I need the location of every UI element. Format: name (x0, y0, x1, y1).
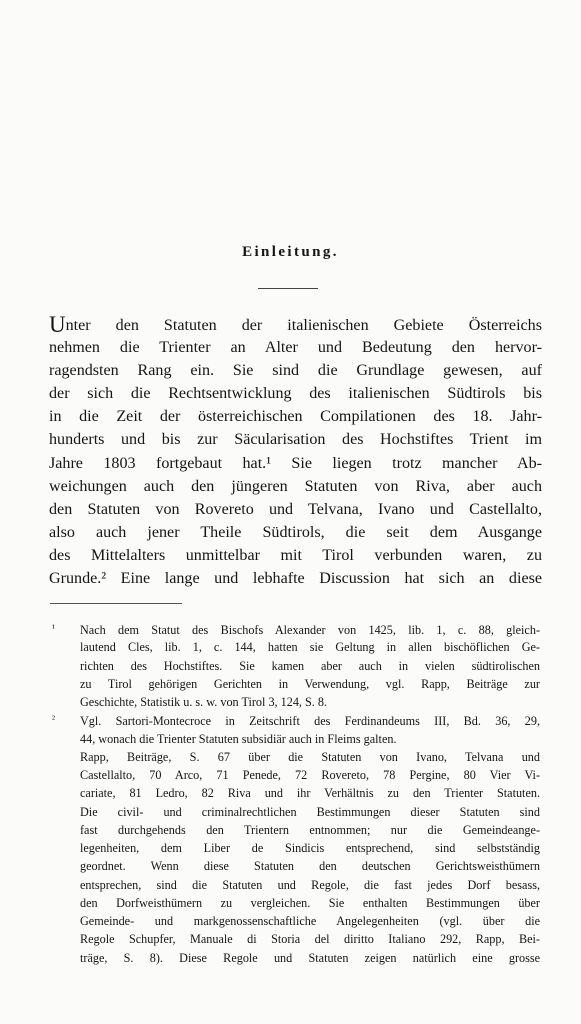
body-paragraph (49, 313, 542, 590)
footnote-separator (50, 603, 182, 604)
body-line: ragendsten Rang ein. Sie sind die Grundlage gewesen, auf (49, 362, 542, 380)
footnote-line: den Dorfweisthümern zu vergleichen. Sie enthalten Bestimmungen über (80, 895, 540, 910)
footnote-line: 44, wonach die Trienter Statuten subsidiär auch in Fleims galten. (80, 731, 397, 746)
body-line: des Mittelalters unmittelbar mit Tirol verbunden waren, zu (49, 546, 542, 564)
footnote-2 (52, 711, 540, 967)
body-line: Grunde.² Eine lange und lebhafte Discussion hat sich an diese (49, 570, 542, 588)
footnote-line (52, 711, 540, 729)
footnote-1 (52, 620, 540, 711)
footnote-line: Gemeinde- und markgenossenschaftliche Angelegenheiten (vgl. über die (80, 914, 540, 928)
initial-letter: U (49, 313, 66, 337)
footnote-line: legenheiten, dem Liber de Sindicis entsprechend, sind selbstständig (80, 841, 540, 855)
first-line-rest: nter den Statuten der italienischen Gebiete Österreichs (65, 317, 542, 334)
footnote-line: Rapp, Beiträge, S. 67 über die Statuten von Ivano, Telvana und (80, 749, 540, 764)
footnote-line (52, 620, 540, 638)
footnote-line: zu Tirol gehörigen Gerichten in Verwendung, vgl. Rapp, Beiträge zur (80, 676, 540, 691)
footnote-marker: ¹ (52, 623, 55, 634)
footnote-line: lautend Cles, lib. 1, c. 144, hatten sie Geltung in allen bischöflichen Ge- (80, 640, 540, 655)
body-line: nehmen die Trienter an Alter und Bedeutung den hervor- (49, 339, 542, 357)
footnote-line: Regole Schupfer, Manuale di Storia del diritto Italiano 292, Rapp, Bei- (80, 932, 540, 947)
body-line: den Statuten von Rovereto und Telvana, Ivano und Castellalto, (49, 500, 542, 518)
footnote-line: Geschichte, Statistik u. s. w. von Tirol 3, 124, S. 8. (80, 695, 328, 709)
body-line: hunderts und bis zur Säcularisation des Hochstiftes Trient im (49, 431, 542, 449)
footnote-line: Castellalto, 70 Arco, 71 Penede, 72 Rovereto, 78 Pergine, 80 Vier Vi- (80, 768, 540, 782)
heading-rule (258, 288, 318, 289)
body-line (49, 313, 542, 336)
body-line: also auch jener Theile Südtirols, die seit dem Ausgange (49, 523, 542, 541)
footnote-text: Vgl. Sartori-Montecroce in Zeitschrift des Ferdinandeums III, Bd. 36, 29, (80, 714, 540, 729)
footnote-line: cariate, 81 Ledro, 82 Riva und ihr Verhältnis zu den Trienter Statuten. (80, 786, 540, 801)
chapter-heading: Einleitung. (242, 244, 339, 260)
body-line: weichungen auch den jüngeren Statuten von Riva, aber auch (49, 477, 542, 495)
footnote-text: Nach dem Statut des Bischofs Alexander von 1425, lib. 1, c. 88, gleich- (80, 623, 540, 637)
footnote-line: richten des Hochstiftes. Sie kamen aber auch in vielen südtirolischen (80, 658, 540, 673)
footnote-line: fast durchgehends den Trientern entnommen; nur die Gemeindeange- (80, 822, 540, 837)
body-line: Jahre 1803 fortgebaut hat.¹ Sie liegen trotz mancher Ab- (49, 454, 542, 472)
footnotes (52, 620, 540, 967)
footnote-line: geordnet. Wenn diese Statuten den deutschen Gerichtsweisthümern (80, 859, 540, 874)
body-line: in die Zeit der österreichischen Compilationen des 18. Jahr- (49, 408, 542, 426)
footnote-marker: ² (52, 714, 55, 726)
footnote-line: träge, S. 8). Diese Regole und Statuten zeigen natürlich eine grosse (80, 950, 540, 965)
footnote-line: entsprechen, sind die Statuten und Regole, die fast jedes Dorf besass, (80, 877, 540, 892)
body-line: der sich die Rechtsentwicklung des italienischen Südtirols bis (49, 385, 542, 403)
footnote-line: Die civil- und criminalrechtlichen Bestimmungen dieser Statuten sind (80, 804, 540, 819)
